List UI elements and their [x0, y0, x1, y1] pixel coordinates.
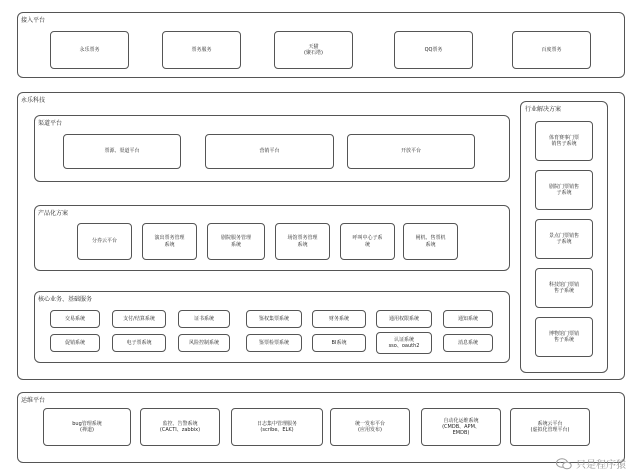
- wechat-icon: [556, 458, 572, 470]
- ops-item-2: 监控、告警系统 (CACTI、zabbix): [140, 408, 220, 446]
- industry-item-1: 体育赛事门票 销售子系统: [535, 121, 593, 161]
- industry-solutions-title: 行业解决方案: [525, 106, 562, 113]
- channel-platform-title: 渠道平台: [38, 120, 63, 127]
- industry-item-4: 科技馆门票销 售子系统: [535, 268, 593, 308]
- product-item-4: 场馆票务管理 系统: [275, 223, 330, 260]
- core-row2-item-5: BI系统: [312, 334, 366, 352]
- core-row2-item-1: 促销系统: [50, 334, 100, 352]
- product-item-3: 剧院服务管理 系统: [207, 223, 265, 260]
- ops-item-5: 自动化运维系统 (CMDB、APM、 EMDB): [421, 408, 501, 446]
- core-row1-item-1: 交易系统: [50, 310, 100, 328]
- ops-item-3: 日志集中管理服务 (scribe、ELK): [231, 408, 323, 446]
- ops-item-1: bug管理系统 (禅道): [43, 408, 131, 446]
- core-row2-item-4: 鉴票检票系统: [246, 334, 302, 352]
- core-row2-item-2: 电子票系统: [112, 334, 166, 352]
- ops-item-4: 统一发布平台 (应用发布): [330, 408, 410, 446]
- channel-item-3: 开放平台: [347, 134, 475, 169]
- company-title: 永乐科技: [21, 97, 46, 104]
- access-item-1: 永乐票务: [50, 31, 129, 69]
- access-item-2: 票务服务: [162, 31, 241, 69]
- core-services-title: 核心业务、基础服务: [38, 296, 93, 303]
- product-solutions-title: 产品化方案: [38, 210, 69, 217]
- core-row1-item-6: 通用权限系统: [376, 310, 432, 328]
- industry-item-3: 景点门票销售 子系统: [535, 219, 593, 259]
- access-platform-title: 接入平台: [21, 17, 46, 24]
- core-row2-item-6: 认证系统 sso、oauth2: [376, 332, 432, 354]
- watermark: [556, 456, 626, 471]
- watermark-text: 只是程序猿: [576, 460, 626, 471]
- product-item-5: 呼叫中心子系 统: [340, 223, 395, 260]
- core-row2-item-7: 消息系统: [443, 334, 493, 352]
- product-item-6: 闸机、售票机 系统: [403, 223, 458, 260]
- access-item-5: 百度票务: [512, 31, 591, 69]
- industry-item-2: 剧院门票销售 子系统: [535, 170, 593, 210]
- product-item-1: 分券云平台: [77, 223, 132, 260]
- channel-item-1: 票源、渠道平台: [63, 134, 181, 169]
- ops-item-6: 系统云平台 (虚拟化管理平台): [510, 408, 590, 446]
- product-item-2: 演出票务管理 系统: [142, 223, 197, 260]
- core-row1-item-2: 支付/结算系统: [112, 310, 166, 328]
- core-row1-item-7: 通知系统: [443, 310, 493, 328]
- core-row2-item-3: 风险控制系统: [178, 334, 230, 352]
- core-row1-item-4: 鉴权集票系统: [246, 310, 302, 328]
- core-row1-item-3: 证书系统: [178, 310, 230, 328]
- ops-platform-title: 运维平台: [21, 397, 46, 404]
- access-item-3: 天猫 (聚石塔): [274, 31, 353, 69]
- channel-item-2: 营销平台: [205, 134, 334, 169]
- access-item-4: QQ票务: [394, 31, 473, 69]
- industry-item-5: 博物馆门票销 售子系统: [535, 317, 593, 357]
- core-row1-item-5: 财务系统: [312, 310, 366, 328]
